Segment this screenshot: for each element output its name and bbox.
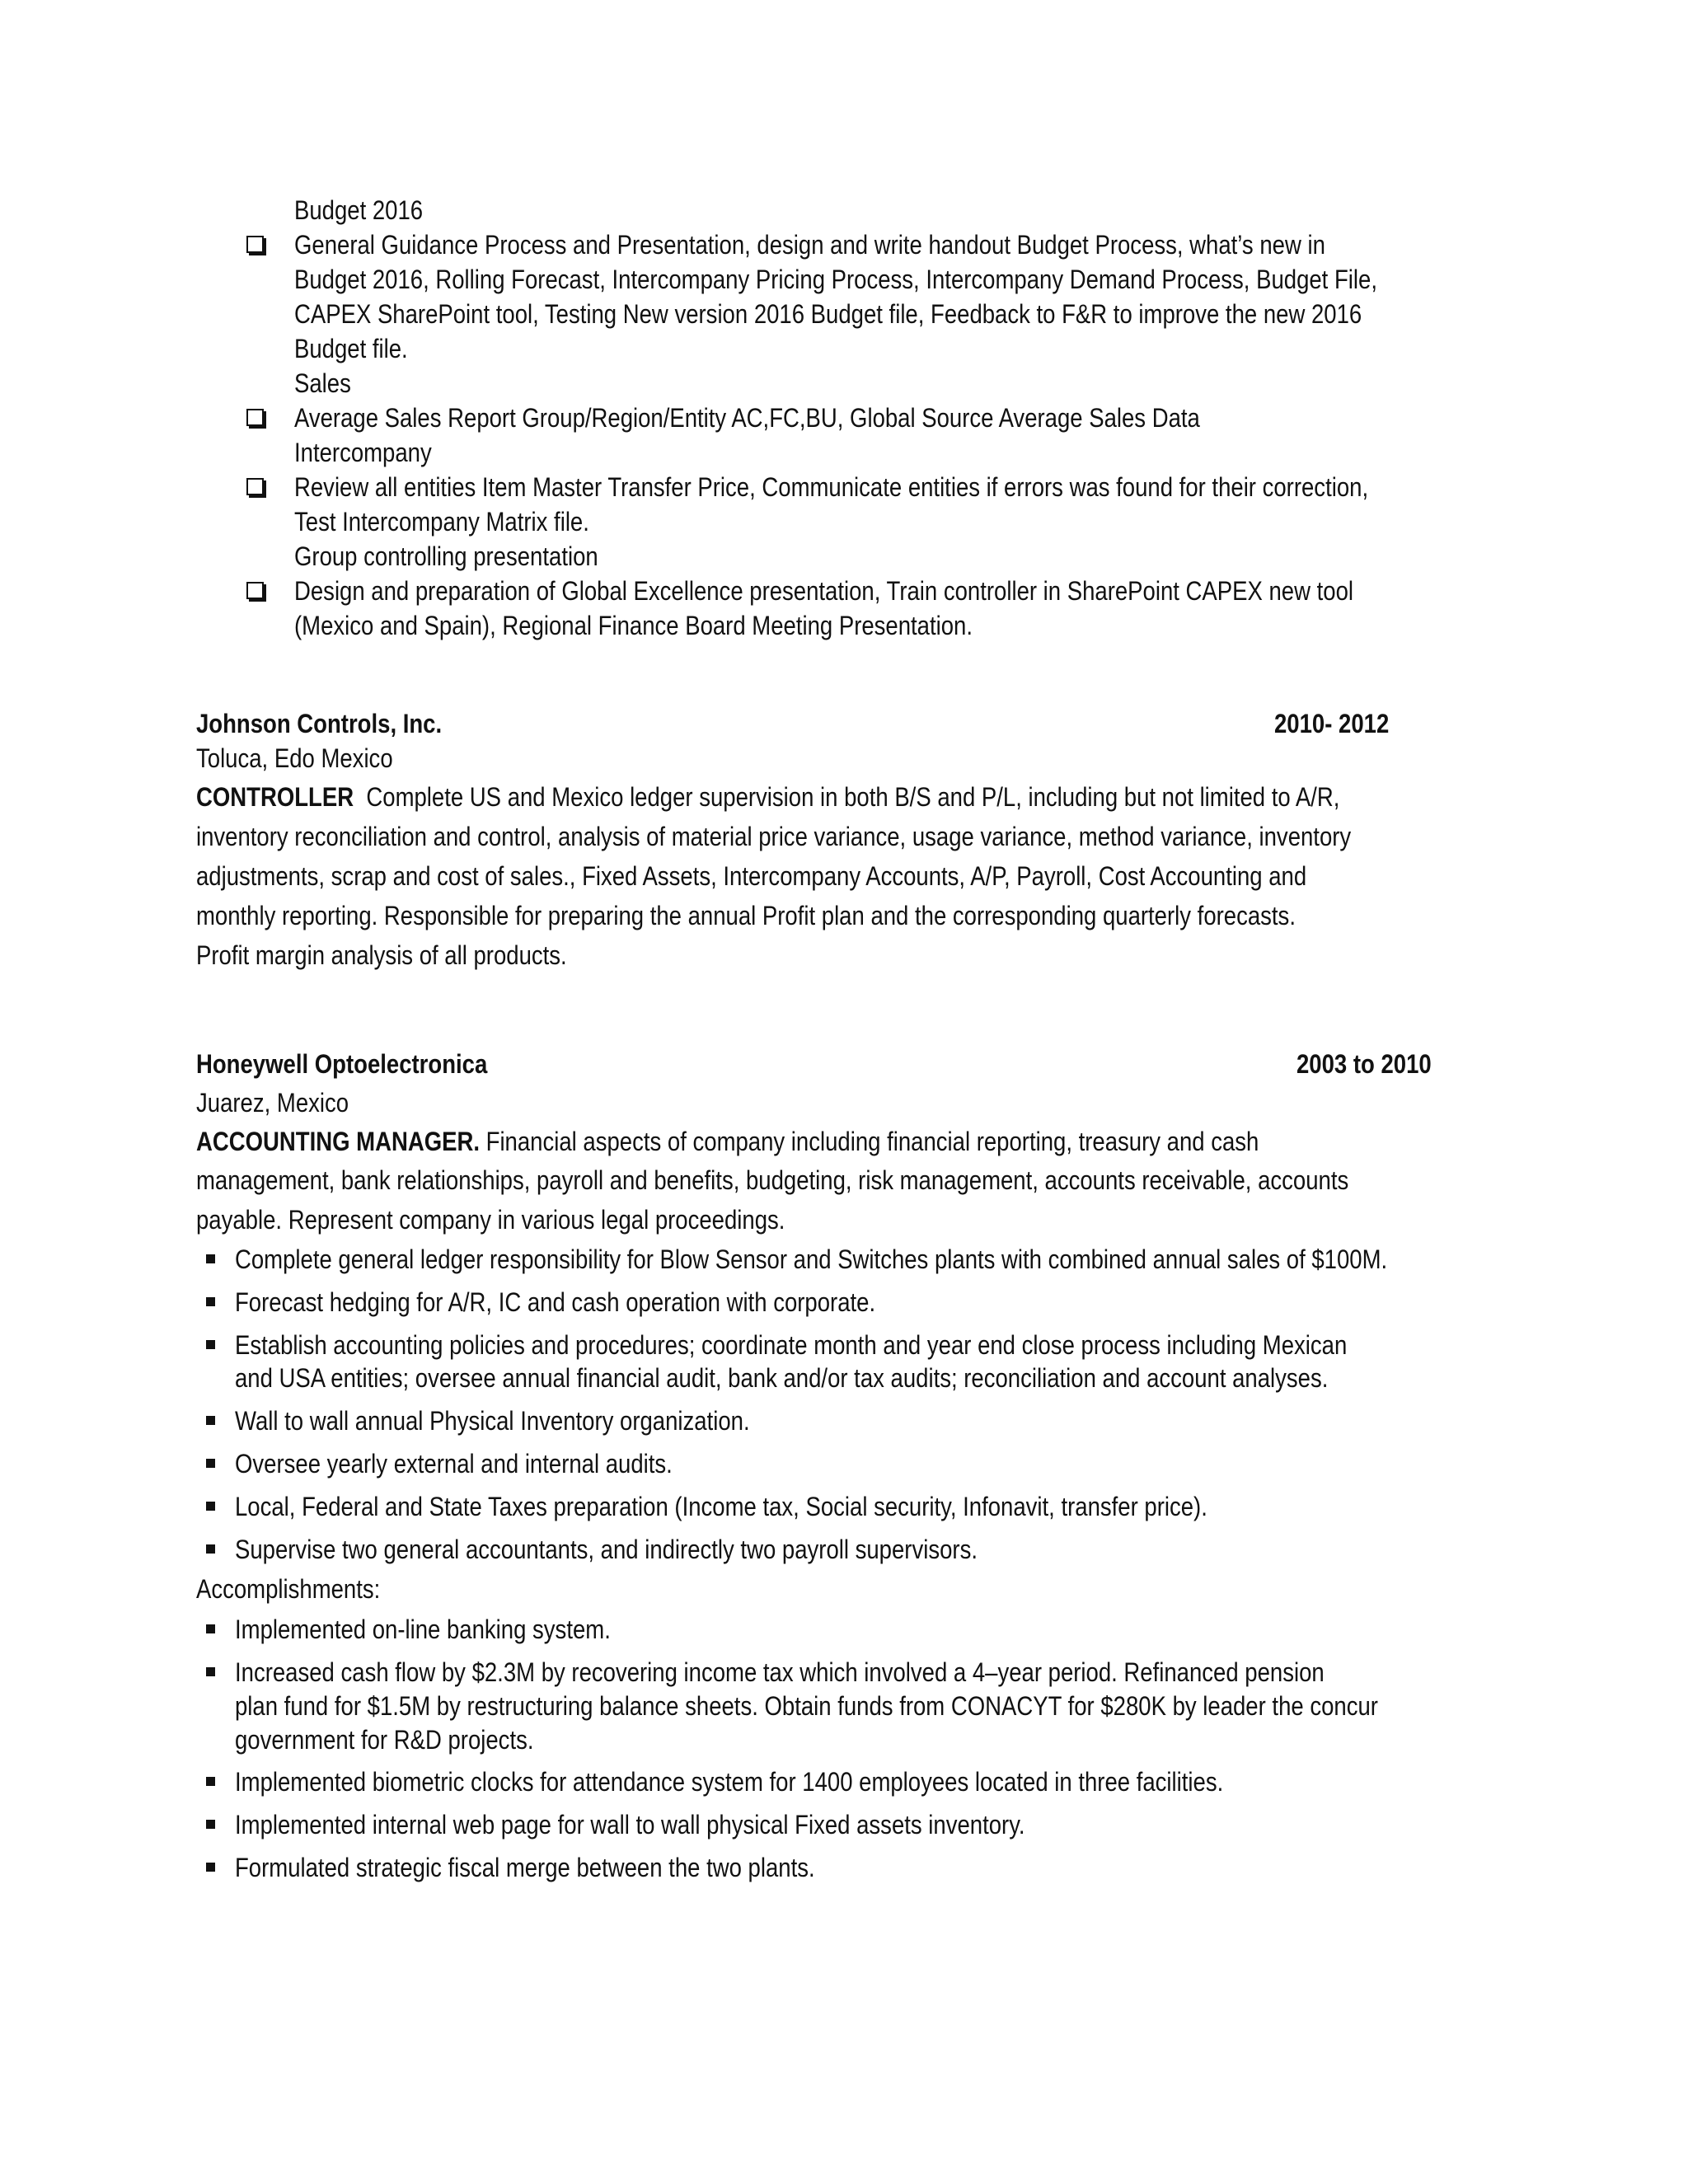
square-bullet-icon xyxy=(206,1297,215,1306)
job-title: CONTROLLER xyxy=(196,782,354,812)
budget-item1-line3: CAPEX SharePoint tool, Testing New version 2016 Budget file, Feedback to F&R to improve the new 2016 xyxy=(294,299,1362,329)
job-description-line3: adjustments, scrap and cost of sales., Fixed Assets, Intercompany Accounts, A/P, Payroll, Cost Accounting and xyxy=(196,861,1307,891)
square-bullet-icon xyxy=(206,1416,215,1425)
job-description-line2: management, bank relationships, payroll and benefits, budgeting, risk management, accounts receivable, accounts xyxy=(196,1165,1349,1195)
job-description-first: Complete US and Mexico ledger supervision in both B/S and P/L, including but not limited to A/R, xyxy=(366,782,1340,812)
duty-item: Forecast hedging for A/R, IC and cash operation with corporate. xyxy=(235,1287,876,1317)
checkbox-bullet-icon xyxy=(246,582,264,599)
company-name: Johnson Controls, Inc. xyxy=(196,709,443,738)
square-bullet-icon xyxy=(206,1502,215,1511)
accomplishments-heading: Accomplishments: xyxy=(196,1574,381,1604)
checkbox-bullet-icon xyxy=(246,236,264,253)
duty-item-cont: and USA entities; oversee annual financial audit, bank and/or tax audits; reconciliation and account analyses. xyxy=(235,1363,1329,1393)
job-description-line1 xyxy=(196,1124,1259,1159)
square-bullet-icon xyxy=(206,1340,215,1349)
budget-item1-line2: Budget 2016, Rolling Forecast, Intercompany Pricing Process, Intercompany Demand Process, Budget File, xyxy=(294,265,1377,294)
square-bullet-icon xyxy=(206,1777,215,1786)
employment-years: 2003 to 2010 xyxy=(1296,1049,1432,1079)
budget-heading: Budget 2016 xyxy=(294,195,424,225)
job-title: ACCOUNTING MANAGER. xyxy=(196,1127,480,1156)
sales-heading: Sales xyxy=(294,368,351,398)
job-description-line5: Profit margin analysis of all products. xyxy=(196,940,567,970)
job-description-line3: payable. Represent company in various legal proceedings. xyxy=(196,1205,785,1235)
accomplishment-item: Implemented biometric clocks for attendance system for 1400 employees located in three facilities. xyxy=(235,1767,1224,1797)
accomplishment-item: Implemented on-line banking system. xyxy=(235,1615,611,1644)
accomplishment-item: Formulated strategic fiscal merge between the two plants. xyxy=(235,1853,815,1882)
checkbox-bullet-icon xyxy=(246,409,264,426)
duty-item: Local, Federal and State Taxes preparation (Income tax, Social security, Infonavit, transfer price). xyxy=(235,1492,1207,1521)
duty-item: Oversee yearly external and internal audits. xyxy=(235,1449,673,1479)
accomplishment-item: Implemented internal web page for wall to wall physical Fixed assets inventory. xyxy=(235,1810,1025,1840)
company-location: Toluca, Edo Mexico xyxy=(196,743,393,773)
square-bullet-icon xyxy=(206,1544,215,1554)
sales-item: Average Sales Report Group/Region/Entity AC,FC,BU, Global Source Average Sales Data xyxy=(294,403,1200,433)
duty-item: Wall to wall annual Physical Inventory organization. xyxy=(235,1406,750,1436)
duty-item: Complete general ledger responsibility for Blow Sensor and Switches plants with combined annual sales of $100M. xyxy=(235,1244,1388,1274)
job-description-line1 xyxy=(196,780,1339,814)
job-description-line2: inventory reconciliation and control, analysis of material price variance, usage variance, method variance, inventory xyxy=(196,822,1352,851)
square-bullet-icon xyxy=(206,1624,215,1633)
intercompany-item-line2: Test Intercompany Matrix file. xyxy=(294,507,589,537)
square-bullet-icon xyxy=(206,1459,215,1468)
duty-item: Establish accounting policies and procedures; coordinate month and year end close process including Mexican xyxy=(235,1330,1348,1360)
job-description-line4: monthly reporting. Responsible for preparing the annual Profit plan and the corresponding quarterly forecasts. xyxy=(196,901,1296,930)
accomplishment-item-cont: government for R&D projects. xyxy=(235,1725,534,1755)
group-item-line2: (Mexico and Spain), Regional Finance Board Meeting Presentation. xyxy=(294,611,973,640)
square-bullet-icon xyxy=(206,1254,215,1263)
square-bullet-icon xyxy=(206,1667,215,1676)
employment-years: 2010- 2012 xyxy=(1274,709,1390,738)
intercompany-heading: Intercompany xyxy=(294,438,432,467)
budget-item1-line1: General Guidance Process and Presentation, design and write handout Budget Process, what’s new in xyxy=(294,230,1325,260)
intercompany-item-line1: Review all entities Item Master Transfer Price, Communicate entities if errors was found for their correction, xyxy=(294,472,1369,502)
square-bullet-icon xyxy=(206,1863,215,1872)
budget-item1-line4: Budget file. xyxy=(294,334,408,363)
company-location: Juarez, Mexico xyxy=(196,1088,349,1118)
company-name: Honeywell Optoelectronica xyxy=(196,1049,488,1079)
group-item-line1: Design and preparation of Global Excellence presentation, Train controller in SharePoint CAPEX new tool xyxy=(294,576,1354,606)
checkbox-bullet-icon xyxy=(246,478,264,495)
square-bullet-icon xyxy=(206,1820,215,1829)
accomplishment-item-cont: plan fund for $1.5M by restructuring balance sheets. Obtain funds from CONACYT for $280K by leader the concur xyxy=(235,1691,1378,1721)
accomplishment-item: Increased cash flow by $2.3M by recovering income tax which involved a 4–year period. Refinanced pension xyxy=(235,1657,1325,1687)
job-description-first: Financial aspects of company including financial reporting, treasury and cash xyxy=(485,1127,1259,1156)
duty-item: Supervise two general accountants, and indirectly two payroll supervisors. xyxy=(235,1535,978,1564)
group-controlling-heading: Group controlling presentation xyxy=(294,541,598,571)
